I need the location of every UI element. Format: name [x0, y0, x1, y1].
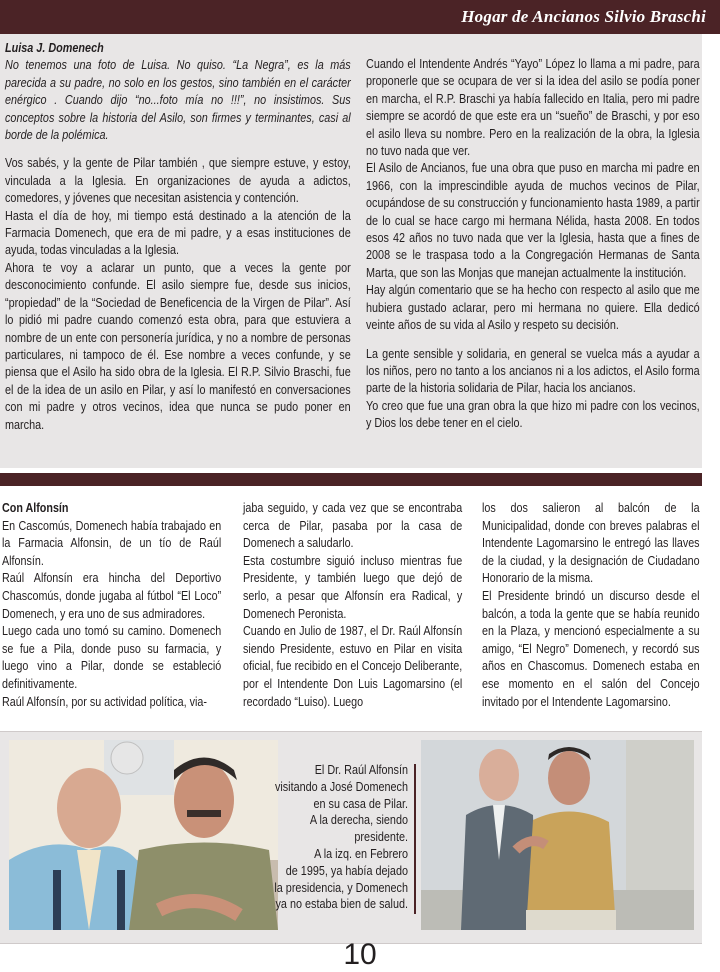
interview-paragraph: Ahora te voy a aclarar un punto, que a veces la gente por desconocimiento confunde. El asilo siempre fue, desde sus inicios, “propiedad” de la “Sociedad de Beneficencia de la Virgen de Pilar”. Así lo pidió mi padre cuando comenzó esta obra, para que estuviera a nombre de un ente con personería jurídica, y no a nombre de personas particulares, ni tampoco de él. Ese nombre a veces confunde, y se piensa que el Asilo ha sido obra de la Iglesia. El R.P. Silvio Braschi, fue el de la idea de un asilo en Pilar, y así lo manifestó en conversaciones con mi padre y otros vecinos, idea que nunca se pudo poner en marcha. [5, 260, 351, 432]
article-paragraph: El Presidente brindó un discurso desde el balcón, a toda la gente que se había reunido en la Plaza, y mencionó especialmente a su amigo, “El Negro” Domenech, y recordó sus años en Chascomus. Domenech estaba en ese momento en el salón del Concejo invitado por el Intendente Lagomarsino. [482, 587, 700, 709]
photo-caption [262, 762, 408, 913]
caption-line: A la izq. en Febrero [314, 846, 408, 861]
interview-paragraph: La gente sensible y solidaria, en general se vuelca más a ayudar a los niños, pero no tanto a los ancianos ni a los adictos, el Asilo forma parte de la historia solidaria de Pilar, hacia los ancianos. [366, 346, 700, 396]
article-paragraph: En Cascomús, Domenech había trabajado en la Farmacia Alfonsin, de un tío de Raúl Alfonsín. [2, 517, 222, 568]
article-paragraph: jaba seguido, y cada vez que se encontraba cerca de Pilar, pasaba por la casa de Domenech a saludarlo. [243, 500, 463, 551]
caption-line: ya no estaba bien de salud. [275, 897, 408, 912]
caption-line: presidente. [354, 830, 408, 845]
article-paragraph: Esta costumbre siguió incluso mientras fue Presidente, y también luego que dejó de serlo, a pesar que Alfonsín era Radical, y Domenech Peronista. [243, 552, 463, 621]
interview-paragraph: Vos sabés, y la gente de Pilar también , que siempre estuve, y estoy, vinculada a la Iglesia. En organizaciones de ayuda a adictos, comedores, y jóvenes que necesitan asistencia y contención. [5, 156, 351, 206]
interview-paragraph: Hasta el día de hoy, mi tiempo está destinado a la atención de la Farmacia Domenech, que era de mi padre, y a esas instituciones de ayuda, todas vinculadas a la Iglesia. [5, 208, 351, 258]
interview-paragraph: Cuando el Intendente Andrés “Yayo” López lo llama a mi padre, para proponerle que se ocupara de ver si la idea del asilo se podía poner en marcha, el R.P. Braschi ya había fallecido en Italia, pero mi padre siempre se acordó de que este era un “sueño” de Braschi, y por eso el asilo lleva su nombre. Pero en la realización de la obra, la Iglesia no tuvo nada que ver. [366, 57, 700, 159]
article-paragraph: Raúl Alfonsín era hincha del Deportivo Chascomús, donde jugaba al fútbol “El Loco” Domenech, y era uno de sus admiradores. [2, 570, 222, 621]
photo-illustration [9, 740, 278, 930]
photo-caption-text [264, 762, 408, 913]
header-title: Hogar de Ancianos Silvio Braschi [461, 7, 706, 26]
section-divider [0, 473, 702, 486]
interview-title: Luisa J. Domenech [5, 41, 104, 55]
alfonsin-column-1 [2, 499, 221, 710]
article-paragraph: Luego cada uno tomó su camino. Domenech se fue a Pila, donde puso su farmacia, y luego vino a Pilar, donde se estableció definitivamente. [2, 623, 222, 691]
interview-paragraph: Yo creo que fue una gran obra la que hizo mi padre con los vecinos, y Dios los debe tener en el cielo. [366, 398, 700, 431]
caption-line: de 1995, ya había dejado [285, 863, 408, 878]
caption-line: la presidencia, y Domenech [274, 880, 408, 895]
interview-left-column [5, 40, 351, 434]
caption-line: A la derecha, siendo [309, 813, 408, 828]
interview-paragraph: El Asilo de Ancianos, fue una obra que puso en marcha mi padre en 1966, con la imprescindible ayuda de muchos vecinos de Pilar, ocupándose de su construcción y funcionamiento hasta 1989, a partir de lo cual se hace cargo mi hermana Nélida, hasta 2008. En todos esos 42 años no tuvo nada que ver la Iglesia, hasta que a fines de 2008 se le traspasa todo a la Congregación Hermanas de Santa Marta, que son las Monjas que manejan actualmente la institución. [366, 161, 700, 280]
photo-alfonsin-president-visit [421, 740, 694, 930]
page-header [0, 0, 720, 34]
caption-accent-bar [414, 764, 416, 914]
caption-line: El Dr. Raúl Alfonsín [314, 763, 408, 777]
alfonsin-column-3 [482, 499, 700, 710]
page-number: 10 [343, 938, 377, 971]
article-paragraph: Cuando en Julio de 1987, el Dr. Raúl Alfonsín siendo Presidente, estuvo en Pilar en visita oficial, fue recibido en el Concejo Deliberante, por el Intendente Don Luis Lagomarsino (el recordado “Luiso). Luego [243, 623, 463, 709]
interview-paragraph: Hay algún comentario que se ha hecho con respecto al asilo que me hubiera gustado aclarar, pero mi hermana no quiere. Ella dedicó veinte años de su vida al Asilo y respeto su decisión. [366, 283, 700, 333]
section-heading: Con Alfonsín [2, 500, 69, 515]
article-paragraph: Raúl Alfonsín, por su actividad política, via- [2, 693, 207, 709]
alfonsin-column-2 [243, 499, 462, 710]
caption-line: visitando a José Domenech [274, 779, 408, 794]
article-paragraph: los dos salieron al balcón de la Municipalidad, donde con breves palabras el Intendente Lagomarsino le entregó las llaves de la ciudad, y la designación de Ciudadano Honorario de la misma. [482, 500, 700, 586]
photo-alfonsin-domenech-home [9, 740, 278, 930]
interview-right-column [366, 56, 700, 433]
caption-line: en su casa de Pilar. [313, 796, 408, 811]
photo-illustration [421, 740, 694, 930]
interview-intro: No tenemos una foto de Luisa. No quiso. “La Negra”, es la más parecida a su padre, no solo en los gestos, sino también en el carácter enérgico . Cuando dijo “no...foto mía no !!!”, no insistimos. Sus conceptos sobre la historia del Asilo, son firmes y terminantes, casi al borde de la polémica. [5, 58, 351, 143]
